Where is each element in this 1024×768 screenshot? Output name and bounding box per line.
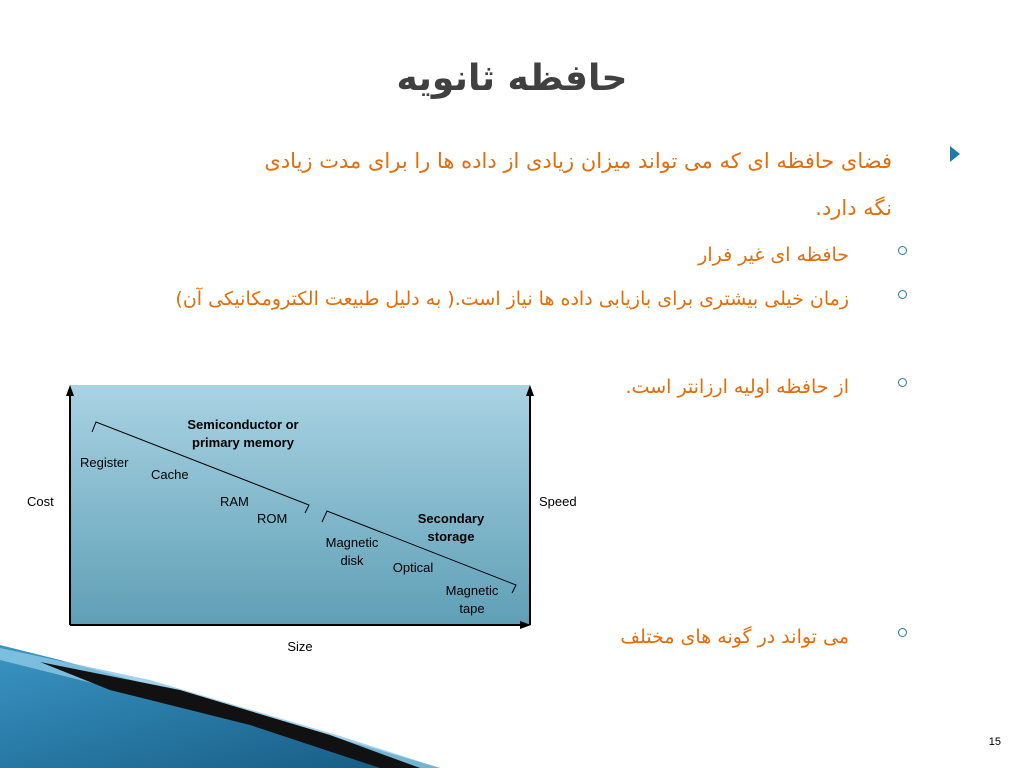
sub-bullet-2: زمان خیلی بیشتری برای بازیابی داده ها نیاز است.( به دلیل طبیعت الکترومکانیکی آن): [175, 288, 849, 310]
slide-title: حافظه ثانویه: [396, 58, 628, 99]
magnetic-tape-label-line2: tape: [459, 601, 485, 616]
bullet-arrow-icon: [950, 146, 960, 162]
secondary-storage-label-line2: storage: [427, 529, 475, 544]
main-bullet-text: فضای حافظه ای که می تواند میزان زیادی از داده ها را برای مدت زیادی نگه دارد.: [264, 149, 892, 220]
circle-bullet-icon: [898, 246, 907, 255]
magnetic-disk-label-line2: disk: [340, 553, 364, 568]
speed-axis-label: Speed: [539, 494, 577, 509]
secondary-storage-label-line1: Secondary: [417, 511, 485, 526]
page-number: 15: [988, 736, 1001, 748]
magnetic-disk-label-line1: Magnetic: [325, 535, 379, 550]
circle-bullet-icon: [898, 290, 907, 299]
register-label: Register: [80, 455, 129, 470]
decorative-swoosh: [0, 600, 460, 768]
ram-label: RAM: [220, 494, 249, 509]
size-axis-label: Size: [287, 639, 313, 654]
cache-label: Cache: [151, 467, 189, 482]
optical-label: Optical: [392, 560, 434, 575]
primary-memory-label-line1: Semiconductor or: [187, 417, 299, 432]
cost-axis-label: Cost: [27, 494, 54, 509]
sub-bullet-3: از حافظه اولیه ارزانتر است.: [625, 376, 849, 398]
sub-bullet-1: حافظه ای غیر فرار: [698, 244, 849, 266]
magnetic-tape-label-line1: Magnetic: [445, 583, 499, 598]
sub-bullet-4: می تواند در گونه های مختلف: [620, 626, 849, 648]
rom-label: ROM: [257, 511, 288, 526]
primary-memory-label-line2: primary memory: [192, 435, 294, 450]
circle-bullet-icon: [898, 628, 907, 637]
circle-bullet-icon: [898, 378, 907, 387]
